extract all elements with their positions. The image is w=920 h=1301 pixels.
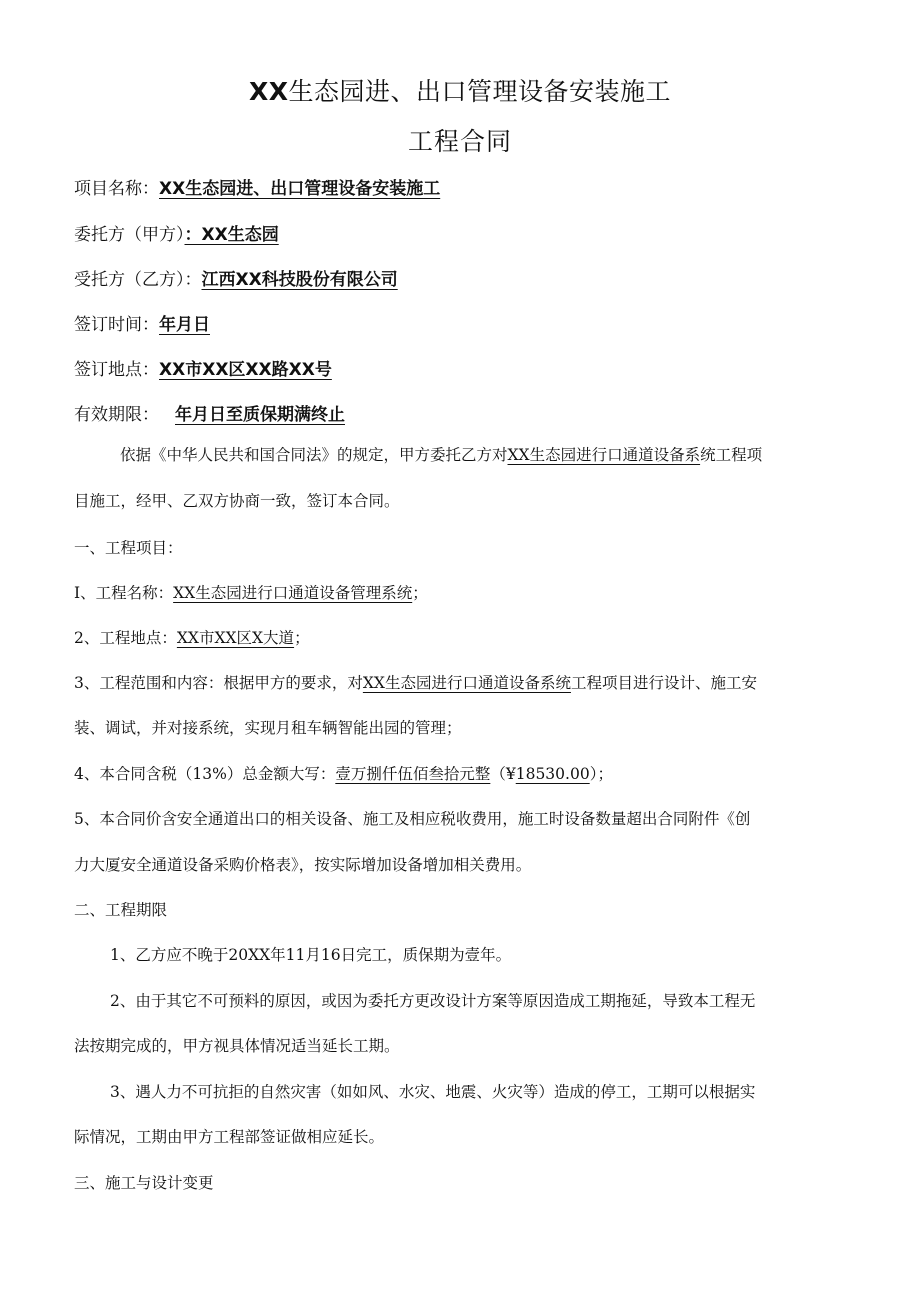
section-1-heading: 一、工程项目：	[74, 539, 183, 557]
project-name-value: XX生态园进、出口管理设备安装施工	[159, 179, 441, 199]
item-2-project-location: 2、工程地点：XX市XX区X大道；	[74, 629, 310, 647]
project-name-label: 项目名称：	[74, 179, 159, 199]
party-b-value: 江西XX科技股份有限公司	[201, 270, 398, 290]
sign-time-label: 签订时间：	[74, 315, 159, 335]
term-3-line2: 际情况，工期由甲方工程部签证做相应延长。	[74, 1128, 385, 1146]
item-3-scope-line2: 装、调试，并对接系统，实现月租车辆智能出园的管理；	[74, 719, 462, 737]
intro-paragraph-line1: 依据《中华人民共和国合同法》的规定，甲方委托乙方对XX生态园进行口通道设备系统工程项	[120, 446, 763, 464]
item-4-amount: 4、本合同含税（13%）总金额大写：壹万捌仟伍佰叁拾元整（¥18530.00）；	[74, 765, 613, 783]
validity-label: 有效期限：	[74, 405, 159, 425]
validity-value: 年月日至质保期满终止	[175, 405, 345, 425]
party-b-row	[74, 265, 398, 290]
project-name-row	[74, 174, 440, 199]
party-b-label: 受托方（乙方）：	[74, 270, 202, 290]
item-5-line1: 5、本合同价含安全通道出口的相关设备、施工及相应税收费用，施工时设备数量超出合同附件《创	[74, 810, 751, 828]
sign-place-row	[74, 355, 332, 380]
sign-time-value: 年月日	[159, 315, 210, 335]
item-1-project-name: I、工程名称：XX生态园进行口通道设备管理系统；	[74, 584, 428, 602]
term-1: 1、乙方应不晚于20XX年11月16日完工，质保期为壹年。	[110, 946, 512, 964]
item-5-line2: 力大厦安全通道设备采购价格表》，按实际增加设备增加相关费用。	[74, 856, 532, 874]
intro-paragraph-line2: 目施工，经甲、乙双方协商一致，签订本合同。	[74, 492, 400, 510]
term-3-line1: 3、遇人力不可抗拒的自然灾害（如如风、水灾、地震、火灾等）造成的停工，工期可以根据实	[110, 1083, 756, 1101]
section-2-heading: 二、工程期限	[74, 901, 168, 919]
party-a-row	[74, 220, 279, 245]
contract-title-line1: XX生态园进、出口管理设备安装施工	[248, 77, 672, 106]
term-2-line1: 2、由于其它不可预料的原因，或因为委托方更改设计方案等原因造成工期拖延，导致本工程无	[110, 992, 756, 1010]
contract-title-line2: 工程合同	[407, 127, 512, 156]
section-3-heading: 三、施工与设计变更	[74, 1174, 214, 1192]
validity-row	[74, 400, 345, 425]
sign-place-value: XX市XX区XX路XX号	[159, 360, 332, 380]
sign-place-label: 签订地点：	[74, 360, 159, 380]
party-a-value: ：XX生态园	[184, 225, 279, 245]
party-a-label: 委托方（甲方）	[74, 225, 185, 245]
sign-time-row	[74, 310, 210, 335]
term-2-line2: 法按期完成的，甲方视具体情况适当延长工期。	[74, 1037, 400, 1055]
item-3-scope-line1: 3、工程范围和内容：根据甲方的要求，对XX生态园进行口通道设备系统工程项目进行设计、施工安	[74, 674, 757, 692]
